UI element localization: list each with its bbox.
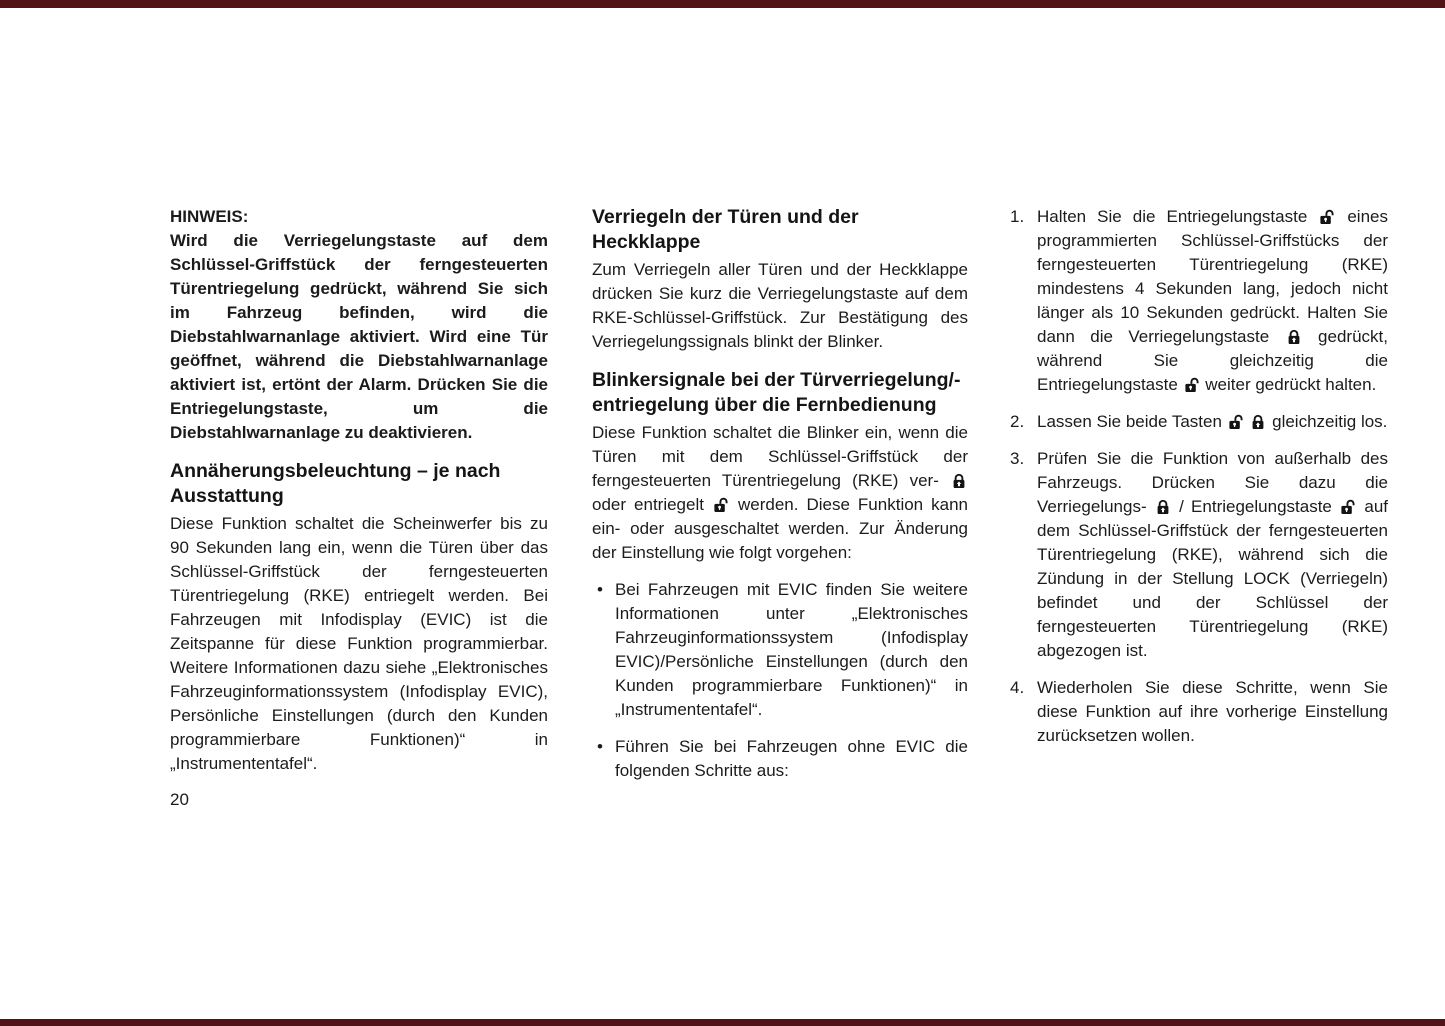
- step-number: 3.: [1010, 449, 1025, 468]
- step-item-4: [1010, 676, 1388, 748]
- step-item-3: [1010, 447, 1388, 663]
- step-number: 1.: [1010, 207, 1025, 226]
- lock-icon: [1249, 414, 1267, 430]
- step-item-1: [1010, 205, 1388, 397]
- unlock-icon: [1318, 209, 1336, 225]
- bullet-text: Führen Sie bei Fahrzeugen ohne EVIC die folgenden Schritte aus:: [615, 737, 968, 780]
- column-right: [1010, 205, 1388, 761]
- note-body: Wird die Verriegelungstaste auf dem Schlüssel-Griffstück der ferngesteuerten Türentriegelung gedrückt, während Sie sich im Fahrzeug befinden, wird die Diebstahlwarnanlage aktiviert. Wird eine Tür geöffnet, während die Diebstahlwarnanlage aktiviert ist, ertönt der Alarm. Drücken Sie die Entriegelungstaste, um die Diebstahlwarnanlage zu deaktivieren.: [170, 231, 548, 442]
- step-text: Prüfen Sie die Funktion von außerhalb des Fahrzeugs. Drücken Sie dazu die Verriegelungs- / Entriegelungstaste auf dem Schlüssel-Griffstück der ferngesteuerten Türentriegelung (RKE), während sich die Zündung in der Stellung LOCK (Verriegeln) befindet und der Schlüssel der ferngesteuerten Türentriegelung (RKE) abgezogen ist.: [1037, 449, 1388, 660]
- page-number: 20: [170, 790, 189, 809]
- column-middle: [592, 205, 968, 783]
- paragraph-verriegeln-tueren: Zum Verriegeln aller Türen und der Heckklappe drücken Sie kurz die Verriegelungstaste auf dem RKE-Schlüssel-Griffstück. Zur Bestätigung des Verriegelungssignals blinkt der Blinker.: [592, 260, 968, 351]
- lock-icon: [1285, 329, 1303, 345]
- unlock-icon: [1339, 499, 1357, 515]
- lock-icon: [950, 473, 968, 489]
- heading-blinkersignale: Blinkersignale bei der Türverriegelung/-entriegelung über die Fernbedienung: [592, 369, 961, 416]
- bullet-item-ohne-evic: [592, 735, 968, 783]
- page-bottom-edge: [0, 1019, 1445, 1026]
- unlock-icon: [1183, 377, 1201, 393]
- bullet-text: Bei Fahrzeugen mit EVIC finden Sie weitere Informationen unter „Elektronisches Fahrzeuginformationssystem (Infodisplay EVIC)/Persönliche Einstellungen (durch den Kunden programmierbare Funktionen)“ in „Instrumententafel“.: [615, 580, 968, 719]
- note-label: HINWEIS:: [170, 207, 249, 226]
- bullet-marker: •: [597, 580, 603, 599]
- heading-verriegeln-tueren: Verriegeln der Türen und der Heckklappe: [592, 206, 859, 253]
- bullet-item-evic: [592, 578, 968, 722]
- column-left: [170, 205, 548, 776]
- paragraph-annaeherungsbeleuchtung: Diese Funktion schaltet die Scheinwerfer bis zu 90 Sekunden lang ein, wenn die Türen über das Schlüssel-Griffstück der ferngesteuerten Türentriegelung (RKE) entriegelt werden. Bei Fahrzeugen mit Infodisplay (EVIC) ist die Zeitspanne für diese Funktion programmierbar. Weitere Informationen dazu siehe „Elektronisches Fahrzeuginformationssystem (Infodisplay EVIC), Persönliche Einstellungen (durch den Kunden programmierbare Funktionen)“ in „Instrumententafel“.: [170, 514, 548, 773]
- unlock-icon: [712, 497, 730, 513]
- step-text: Lassen Sie beide Tasten gleichzeitig los.: [1037, 412, 1388, 431]
- step-text: Wiederholen Sie diese Schritte, wenn Sie diese Funktion auf ihre vorherige Einstellung zurücksetzen wollen.: [1037, 678, 1388, 745]
- unlock-icon: [1227, 414, 1245, 430]
- paragraph-blinkersignale: Diese Funktion schaltet die Blinker ein, wenn die Türen mit dem Schlüssel-Griffstück der ferngesteuerten Türentriegelung (RKE) ver- oder entriegelt werden. Diese Funktion kann ein- oder ausgeschaltet werden. Zur Änderung der Einstellung wie folgt vorgehen:: [592, 423, 968, 562]
- heading-annaeherungsbeleuchtung: Annäherungsbeleuchtung – je nach Ausstattung: [170, 460, 501, 507]
- lock-icon: [1154, 499, 1172, 515]
- step-text: Halten Sie die Entriegelungstaste eines programmierten Schlüssel-Griffstücks der ferngesteuerten Türentriegelung (RKE) mindestens 4 Sekunden lang, jedoch nicht länger als 10 Sekunden gedrückt. Halten Sie dann die Verriegelungstaste gedrückt, während Sie gleichzeitig die Entriegelungstaste weiter gedrückt halten.: [1037, 207, 1388, 394]
- bullet-marker: •: [597, 737, 603, 756]
- page-top-edge: [0, 0, 1445, 8]
- step-item-2: [1010, 410, 1388, 434]
- step-number: 4.: [1010, 678, 1025, 697]
- step-number: 2.: [1010, 412, 1025, 431]
